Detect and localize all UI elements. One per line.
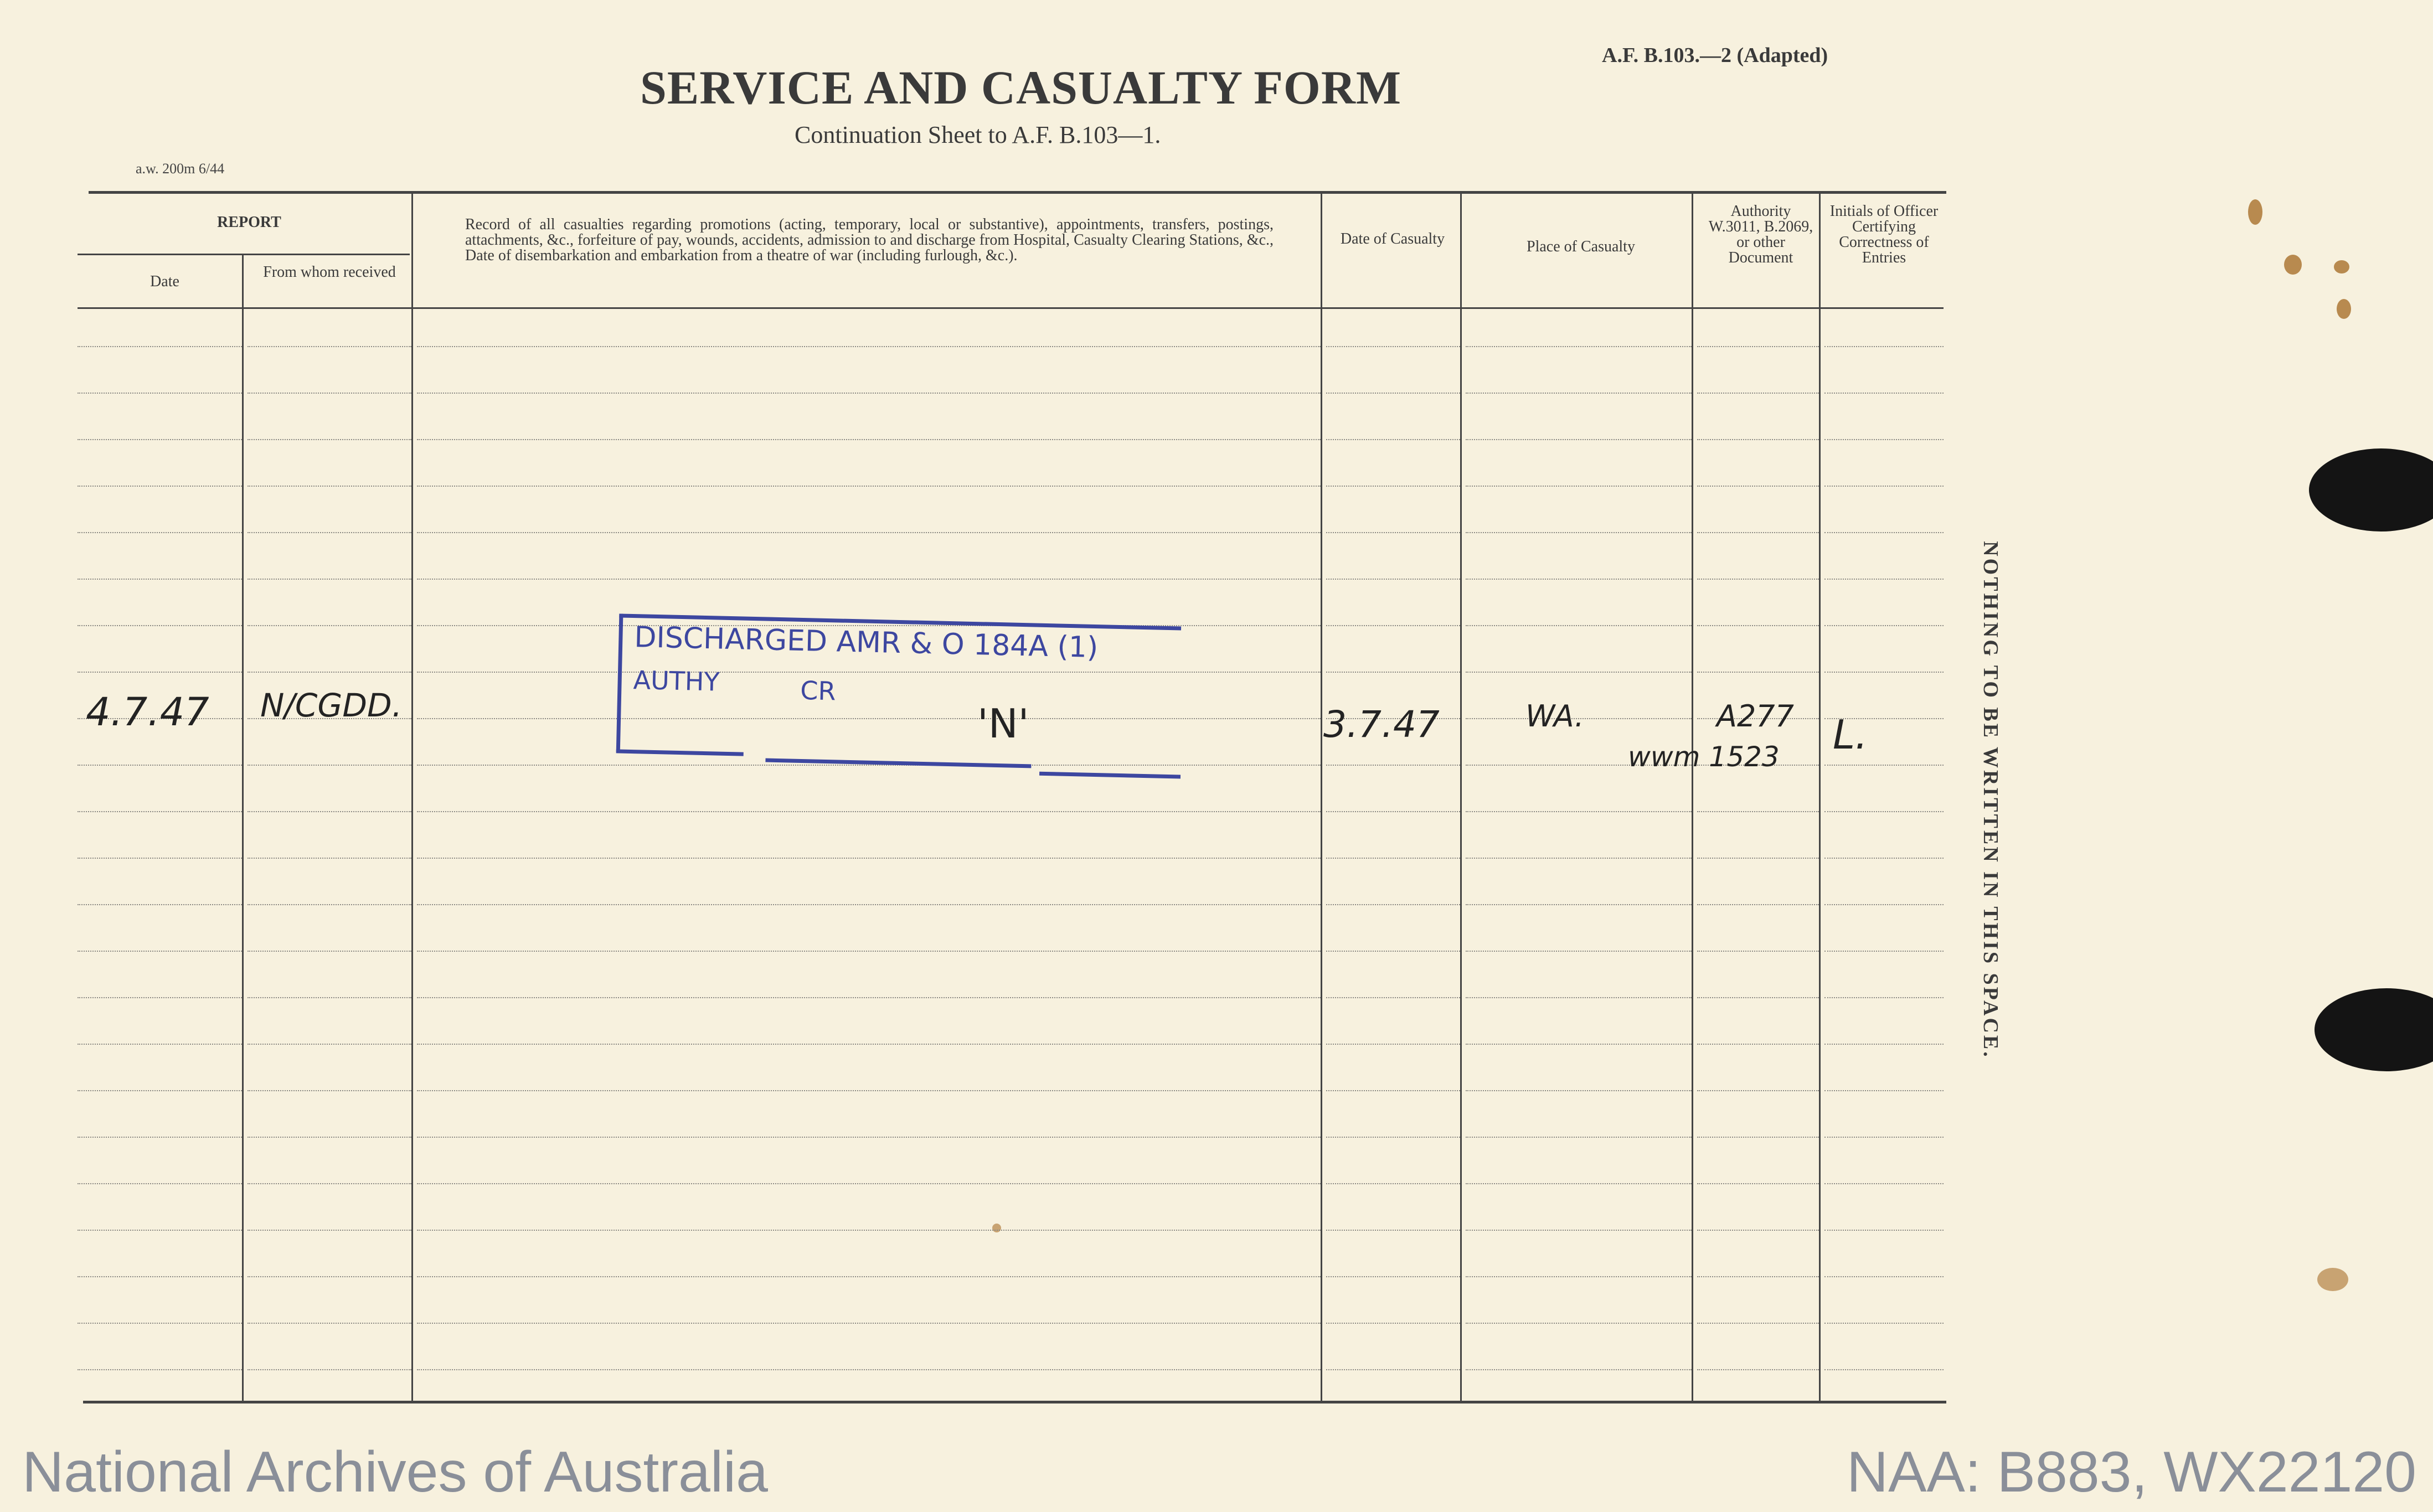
ruled-row-line	[248, 393, 411, 394]
ruled-row-line	[78, 532, 242, 533]
ruled-row-line	[1326, 858, 1460, 859]
ruled-row-line	[1326, 346, 1460, 347]
print-reference: a.w. 200m 6/44	[136, 161, 225, 177]
ruled-row-line	[1326, 1090, 1460, 1091]
ruled-row-line	[248, 1323, 411, 1324]
ruled-row-line	[1824, 486, 1944, 487]
form-title: SERVICE AND CASUALTY FORM	[640, 61, 1402, 114]
ruled-row-line	[1824, 393, 1944, 394]
ruled-row-line	[78, 997, 242, 998]
ruled-row-line	[1697, 1044, 1819, 1045]
ruled-row-line	[248, 1230, 411, 1231]
header-report: REPORT	[217, 214, 281, 231]
ruled-row-line	[417, 1090, 1321, 1091]
ruled-row-line	[1697, 1137, 1819, 1138]
ruled-row-line	[78, 1323, 242, 1324]
ruled-row-line	[1466, 1044, 1692, 1045]
stain	[2284, 255, 2302, 275]
header-bottom-border	[78, 307, 1944, 309]
ruled-row-line	[1824, 346, 1944, 347]
ruled-row-line	[248, 579, 411, 580]
ruled-row-line	[1824, 625, 1944, 626]
ruled-row-line	[1697, 672, 1819, 673]
ruled-row-line	[248, 346, 411, 347]
ruled-row-line	[417, 346, 1321, 347]
ruled-row-line	[1697, 997, 1819, 998]
ruled-row-line	[1824, 1090, 1944, 1091]
ruled-row-line	[1824, 997, 1944, 998]
ruled-row-line	[1697, 1276, 1819, 1277]
stain	[2337, 299, 2351, 319]
ruled-row-line	[1466, 1137, 1692, 1138]
ruled-row-line	[248, 1090, 411, 1091]
stamp-border-left	[616, 613, 623, 752]
ruled-row-line	[1697, 1323, 1819, 1324]
discharge-stamp	[616, 613, 1184, 787]
ruled-row-line	[417, 1276, 1321, 1277]
ruled-row-line	[417, 486, 1321, 487]
entry-authority-1: A277	[1716, 699, 1795, 734]
ruled-row-line	[1326, 1276, 1460, 1277]
entry-record-mark: 'N'	[977, 700, 1029, 747]
ruled-row-line	[1466, 393, 1692, 394]
column-divider-place	[1692, 191, 1693, 1402]
ruled-row-line	[1326, 532, 1460, 533]
ruled-row-line	[1326, 439, 1460, 440]
ruled-row-line	[78, 811, 242, 812]
ruled-row-line	[1697, 625, 1819, 626]
ruled-row-line	[1697, 904, 1819, 905]
column-divider-authority	[1819, 191, 1821, 1402]
ruled-row-line	[1326, 951, 1460, 952]
ruled-row-line	[1466, 625, 1692, 626]
punch-hole	[2315, 988, 2433, 1071]
ruled-row-line	[1466, 1230, 1692, 1231]
ruled-row-line	[1824, 1044, 1944, 1045]
column-divider-from	[411, 191, 413, 1402]
ruled-row-line	[1466, 672, 1692, 673]
header-from-whom: From whom received	[263, 264, 396, 281]
entry-initials: L.	[1833, 711, 1868, 758]
ruled-row-line	[1697, 532, 1819, 533]
entry-date-of-casualty: 3.7.47	[1323, 703, 1440, 746]
ruled-row-line	[78, 579, 242, 580]
ruled-row-line	[1326, 1137, 1460, 1138]
ruled-row-line	[1326, 672, 1460, 673]
ruled-row-line	[1697, 1090, 1819, 1091]
ruled-row-line	[1326, 625, 1460, 626]
ruled-row-line	[1326, 811, 1460, 812]
stamp-border-bottom	[1039, 772, 1181, 779]
archive-name: National Archives of Australia	[22, 1440, 768, 1504]
header-authority: Authority W.3011, B.2069, or other Document	[1708, 203, 1813, 266]
ruled-row-line	[1466, 1369, 1692, 1370]
ruled-row-line	[417, 1044, 1321, 1045]
ruled-row-line	[1326, 1044, 1460, 1045]
column-divider-record	[1321, 191, 1322, 1402]
ruled-row-line	[78, 672, 242, 673]
ruled-row-line	[417, 1230, 1321, 1231]
ruled-row-line	[1824, 1183, 1944, 1184]
report-divider	[78, 254, 410, 255]
ruled-row-line	[248, 1369, 411, 1370]
ruled-row-line	[1466, 346, 1692, 347]
ruled-row-line	[417, 1137, 1321, 1138]
ruled-row-line	[248, 1044, 411, 1045]
ruled-row-line	[1466, 579, 1692, 580]
ruled-row-line	[1697, 486, 1819, 487]
ruled-row-line	[1697, 811, 1819, 812]
ruled-row-line	[417, 393, 1321, 394]
header-date: Date	[150, 273, 179, 290]
side-notice-text: NOTHING TO BE WRITTEN IN THIS SPACE.	[1979, 541, 2002, 1059]
ruled-row-line	[1824, 811, 1944, 812]
ruled-row-line	[1326, 765, 1460, 766]
ruled-row-line	[1466, 486, 1692, 487]
stain	[2248, 199, 2262, 225]
ruled-row-line	[1824, 1323, 1944, 1324]
ruled-row-line	[1326, 1230, 1460, 1231]
ruled-row-line	[1824, 951, 1944, 952]
ruled-row-line	[417, 1369, 1321, 1370]
ruled-row-line	[78, 439, 242, 440]
ruled-row-line	[417, 532, 1321, 533]
ruled-row-line	[1466, 858, 1692, 859]
header-record: Record of all casualties regarding promotions (acting, temporary, local or substantive), appointments, transfers, postings, attachments, &c., forfeiture of pay, wounds, accidents, admission to and discharge from Hospital, Casualty Clearing Stations, &c., Date of disembarkation and embarkation from a theatre of war (including furlough, &c.).	[465, 216, 1274, 264]
table-top-border	[89, 191, 1946, 194]
ruled-row-line	[417, 951, 1321, 952]
ruled-row-line	[1697, 579, 1819, 580]
ruled-row-line	[78, 486, 242, 487]
stain	[2317, 1268, 2348, 1291]
ruled-row-line	[417, 1183, 1321, 1184]
ruled-row-line	[248, 858, 411, 859]
ruled-row-line	[248, 1183, 411, 1184]
ruled-row-line	[1326, 1369, 1460, 1370]
ruled-row-line	[417, 579, 1321, 580]
stamp-line-1: DISCHARGED AMR & O 184A (1)	[633, 621, 1099, 665]
ruled-row-line	[248, 811, 411, 812]
ruled-row-line	[1824, 765, 1944, 766]
ruled-row-line	[248, 997, 411, 998]
ruled-row-line	[1824, 579, 1944, 580]
ruled-row-line	[1466, 1323, 1692, 1324]
ruled-row-line	[1824, 439, 1944, 440]
ruled-row-line	[1824, 532, 1944, 533]
ruled-row-line	[78, 1276, 242, 1277]
ruled-row-line	[1466, 904, 1692, 905]
column-divider-date	[242, 255, 244, 1402]
ruled-row-line	[1824, 1369, 1944, 1370]
ruled-row-line	[1824, 672, 1944, 673]
ruled-row-line	[1326, 904, 1460, 905]
ruled-row-line	[78, 1044, 242, 1045]
entry-from-whom: N/CGDD.	[260, 687, 403, 724]
entry-place-of-casualty: WA.	[1525, 699, 1584, 734]
form-subtitle: Continuation Sheet to A.F. B.103—1.	[795, 121, 1161, 148]
ruled-row-line	[1824, 1137, 1944, 1138]
ruled-row-line	[1466, 997, 1692, 998]
ruled-row-line	[1824, 904, 1944, 905]
header-initials: Initials of Officer Certifying Correctness of Entries	[1829, 203, 1939, 266]
ruled-row-line	[1326, 1183, 1460, 1184]
ruled-row-line	[78, 858, 242, 859]
ruled-row-line	[78, 393, 242, 394]
ruled-row-line	[417, 997, 1321, 998]
ruled-row-line	[248, 672, 411, 673]
ruled-row-line	[1326, 997, 1460, 998]
ruled-row-line	[78, 346, 242, 347]
ruled-row-line	[1466, 811, 1692, 812]
ruled-row-line	[248, 765, 411, 766]
ruled-row-line	[1824, 1276, 1944, 1277]
stain	[992, 1224, 1001, 1232]
ruled-row-line	[248, 532, 411, 533]
ruled-row-line	[1697, 346, 1819, 347]
ruled-row-line	[1697, 393, 1819, 394]
ruled-row-line	[248, 951, 411, 952]
ruled-row-line	[417, 858, 1321, 859]
archive-reference: NAA: B883, WX22120	[1846, 1440, 2416, 1504]
stamp-authy-label: AUTHY	[633, 665, 720, 697]
ruled-row-line	[1824, 1230, 1944, 1231]
ruled-row-line	[78, 1183, 242, 1184]
ruled-row-line	[78, 951, 242, 952]
ruled-row-line	[417, 904, 1321, 905]
ruled-row-line	[78, 765, 242, 766]
punch-hole	[2309, 448, 2433, 531]
header-place-of-casualty: Place of Casualty	[1527, 238, 1635, 255]
ruled-row-line	[1466, 1090, 1692, 1091]
side-notice	[1957, 509, 2024, 1091]
ruled-row-line	[78, 1137, 242, 1138]
stain	[2334, 260, 2349, 273]
ruled-row-line	[417, 1323, 1321, 1324]
ruled-row-line	[1697, 1183, 1819, 1184]
stamp-cr-label: CR	[800, 675, 837, 706]
header-date-of-casualty: Date of Casualty	[1340, 230, 1445, 247]
column-divider-date-casualty	[1460, 191, 1462, 1402]
ruled-row-line	[1326, 579, 1460, 580]
ruled-row-line	[78, 904, 242, 905]
ruled-row-line	[1697, 439, 1819, 440]
ruled-row-line	[248, 1137, 411, 1138]
stamp-border-bottom	[765, 758, 1031, 768]
ruled-row-line	[248, 1276, 411, 1277]
ruled-row-line	[78, 1090, 242, 1091]
table-bottom-border	[83, 1401, 1946, 1403]
ruled-row-line	[78, 1230, 242, 1231]
ruled-row-line	[1466, 1276, 1692, 1277]
entry-date: 4.7.47	[86, 689, 209, 735]
ruled-row-line	[1326, 1323, 1460, 1324]
ruled-row-line	[78, 1369, 242, 1370]
ruled-row-line	[248, 439, 411, 440]
ruled-row-line	[1824, 858, 1944, 859]
ruled-row-line	[248, 904, 411, 905]
ruled-row-line	[1697, 951, 1819, 952]
ruled-row-line	[417, 439, 1321, 440]
stamp-border-bottom	[616, 749, 744, 756]
ruled-row-line	[78, 625, 242, 626]
ruled-row-line	[1326, 393, 1460, 394]
ruled-row-line	[248, 486, 411, 487]
ruled-row-line	[1326, 486, 1460, 487]
ruled-row-line	[1466, 951, 1692, 952]
archive-footer	[0, 1434, 2433, 1512]
ruled-row-line	[248, 625, 411, 626]
form-reference: A.F. B.103.—2 (Adapted)	[1602, 44, 1828, 67]
ruled-row-line	[1697, 1369, 1819, 1370]
ruled-row-line	[1466, 439, 1692, 440]
ruled-row-line	[1697, 858, 1819, 859]
ruled-row-line	[1466, 532, 1692, 533]
entry-authority-2: wwm 1523	[1628, 741, 1780, 773]
ruled-row-line	[1697, 1230, 1819, 1231]
ruled-row-line	[1466, 1183, 1692, 1184]
ruled-row-line	[417, 811, 1321, 812]
